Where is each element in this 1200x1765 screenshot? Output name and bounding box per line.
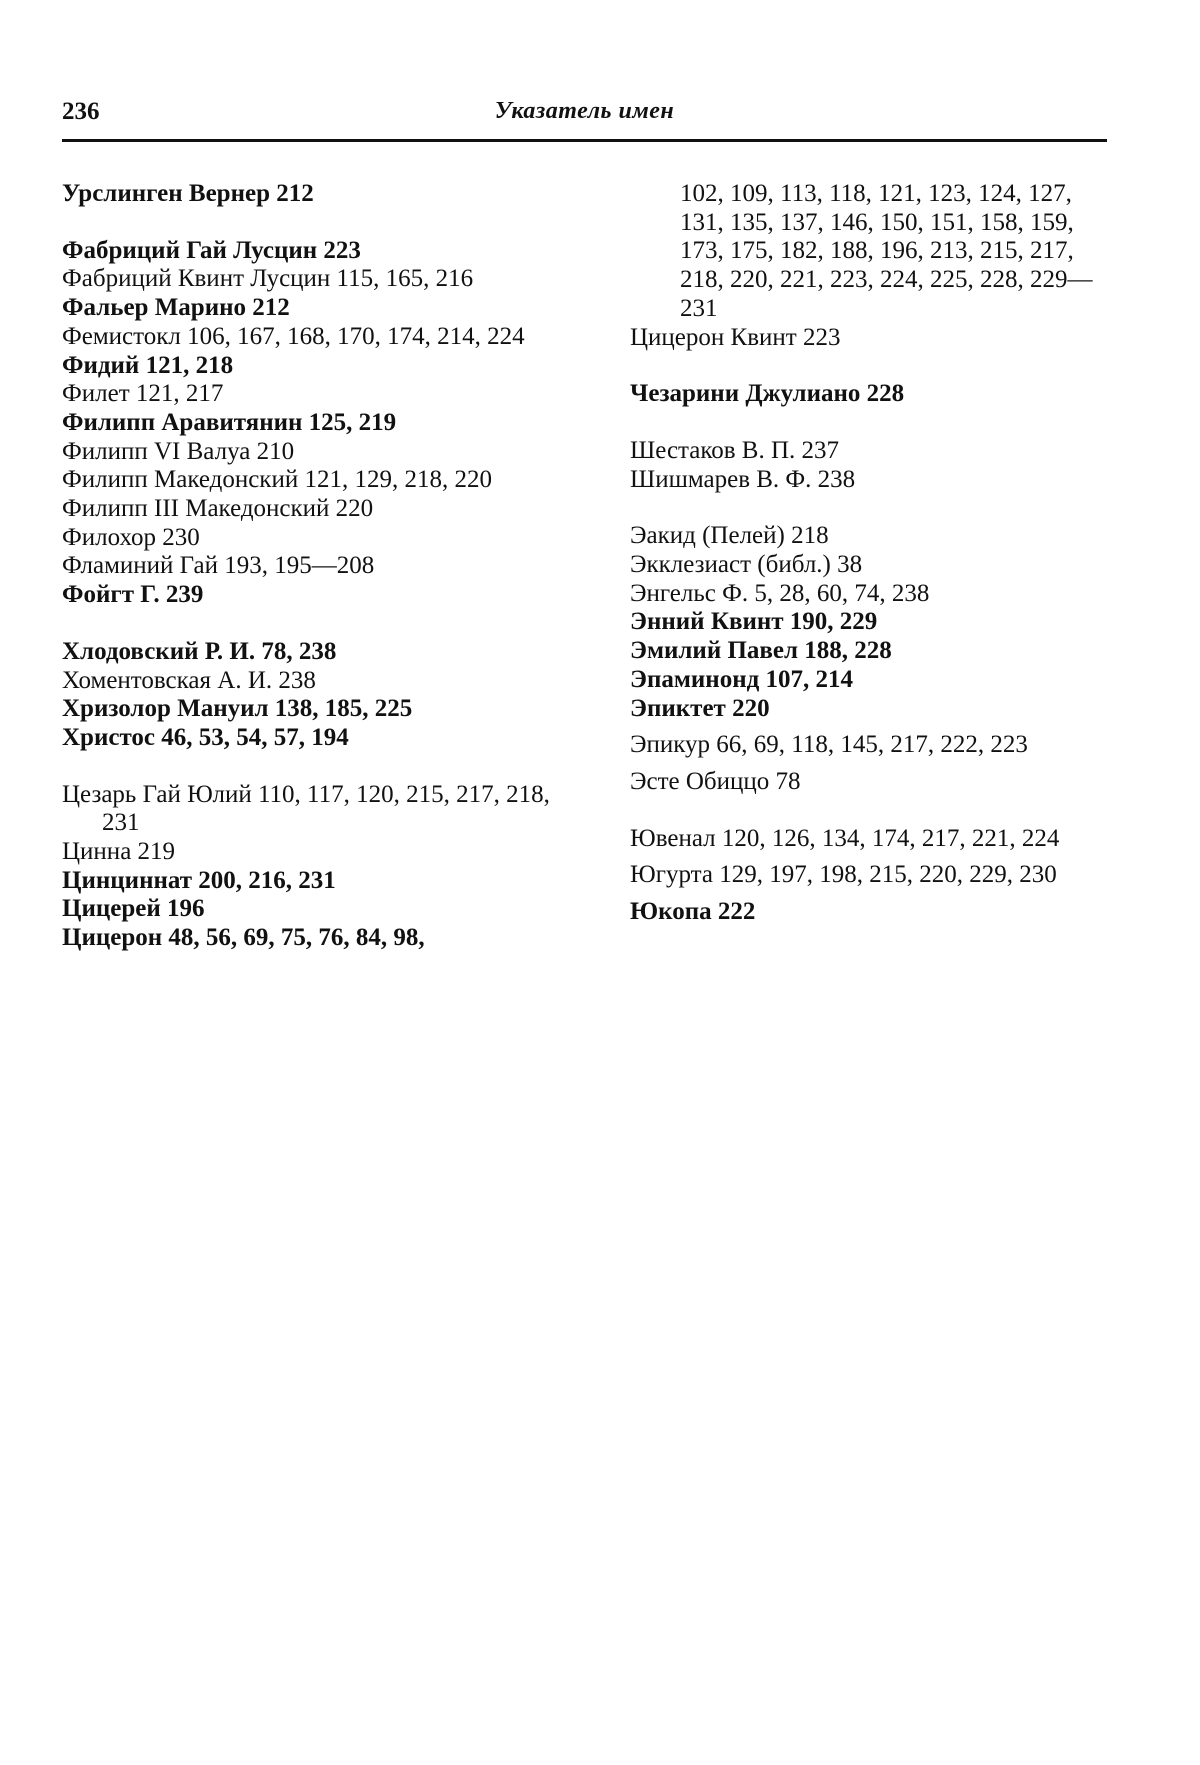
index-entry: Фламиний Гай 193, 195—208 (62, 552, 375, 580)
index-entry: Хризолор Мануил 138, 185, 225 (62, 695, 413, 723)
index-entry: Фальер Марино 212 (62, 294, 290, 322)
index-entry: Филипп Аравитянин 125, 219 (62, 408, 397, 436)
index-entry: Цицерон 48, 56, 69, 75, 76, 84, 98, (62, 924, 425, 952)
index-entry: Цезарь Гай Юлий 110, 117, 120, 215, 217, 218, 231 (62, 780, 550, 837)
index-entry: Цицерон Квинт 223 (630, 323, 841, 351)
index-entry: Юкопа 222 (630, 898, 756, 926)
header-rule (62, 139, 1107, 142)
index-entry: Фидий 121, 218 (62, 351, 234, 379)
index-entry: Хоментовская А. И. 238 (62, 666, 316, 694)
index-entry: Цинциннат 200, 216, 231 (62, 866, 336, 894)
index-entry: Филет 121, 217 (62, 380, 224, 408)
index-entry: Шестаков В. П. 237 (630, 436, 840, 464)
index-entry: Югурта 129, 197, 198, 215, 220, 229, 230 (630, 861, 1057, 889)
index-entry: Хлодовский Р. И. 78, 238 (62, 637, 337, 665)
index-entry: Фемистокл 106, 167, 168, 170, 174, 214, 224 (62, 322, 525, 350)
index-entry: Фойгт Г. 239 (62, 581, 204, 609)
index-entry: Филипп Македонский 121, 129, 218, 220 (62, 466, 492, 494)
index-entry: Энгельс Ф. 5, 28, 60, 74, 238 (630, 579, 930, 607)
index-entry: Шишмарев В. Ф. 238 (630, 465, 856, 493)
index-entry: Фабриций Квинт Лусцин 115, 165, 216 (62, 265, 474, 293)
index-entry: Цинна 219 (62, 838, 176, 866)
index-entry-continuation: 102, 109, 113, 118, 121, 123, 124, 127, 131, 135, 137, 146, 150, 151, 158, 159, 173, 175, 182, 188, 196, 213, 215, 217, 218, 220, 221, 223, 224, 225, 228, 229—231 (680, 180, 1093, 322)
index-column-left (62, 180, 552, 953)
index-entry: Ювенал 120, 126, 134, 174, 217, 221, 224 (630, 824, 1060, 852)
running-head: Указатель имен (494, 98, 675, 124)
index-entry: Чезарини Джулиано 228 (630, 380, 905, 408)
index-entry: Эсте Обиццо 78 (630, 767, 801, 795)
page-header (62, 98, 1107, 138)
index-entry: Христос 46, 53, 54, 57, 194 (62, 723, 349, 751)
index-entry: Урслинген Вернер 212 (62, 180, 314, 207)
index-entry: Цицерей 196 (62, 895, 205, 923)
index-entry: Эмилий Павел 188, 228 (630, 637, 892, 665)
index-entry: Филипп III Македонский 220 (62, 495, 374, 523)
index-column-right (630, 180, 1110, 927)
index-entry: Фабриций Гай Лусцин 223 (62, 236, 361, 264)
page-number: 236 (62, 98, 100, 125)
index-entry: Эпиктет 220 (630, 694, 770, 722)
index-entry: Эакид (Пелей) 218 (630, 522, 829, 550)
index-entry: Эпаминонд 107, 214 (630, 665, 853, 693)
index-entry: Филипп VI Валуа 210 (62, 437, 295, 465)
index-entry: Эпикур 66, 69, 118, 145, 217, 222, 223 (630, 731, 1028, 759)
index-entry: Энний Квинт 190, 229 (630, 608, 878, 636)
index-entry: Филохор 230 (62, 523, 200, 551)
index-entry: Экклезиаст (библ.) 38 (630, 551, 863, 579)
